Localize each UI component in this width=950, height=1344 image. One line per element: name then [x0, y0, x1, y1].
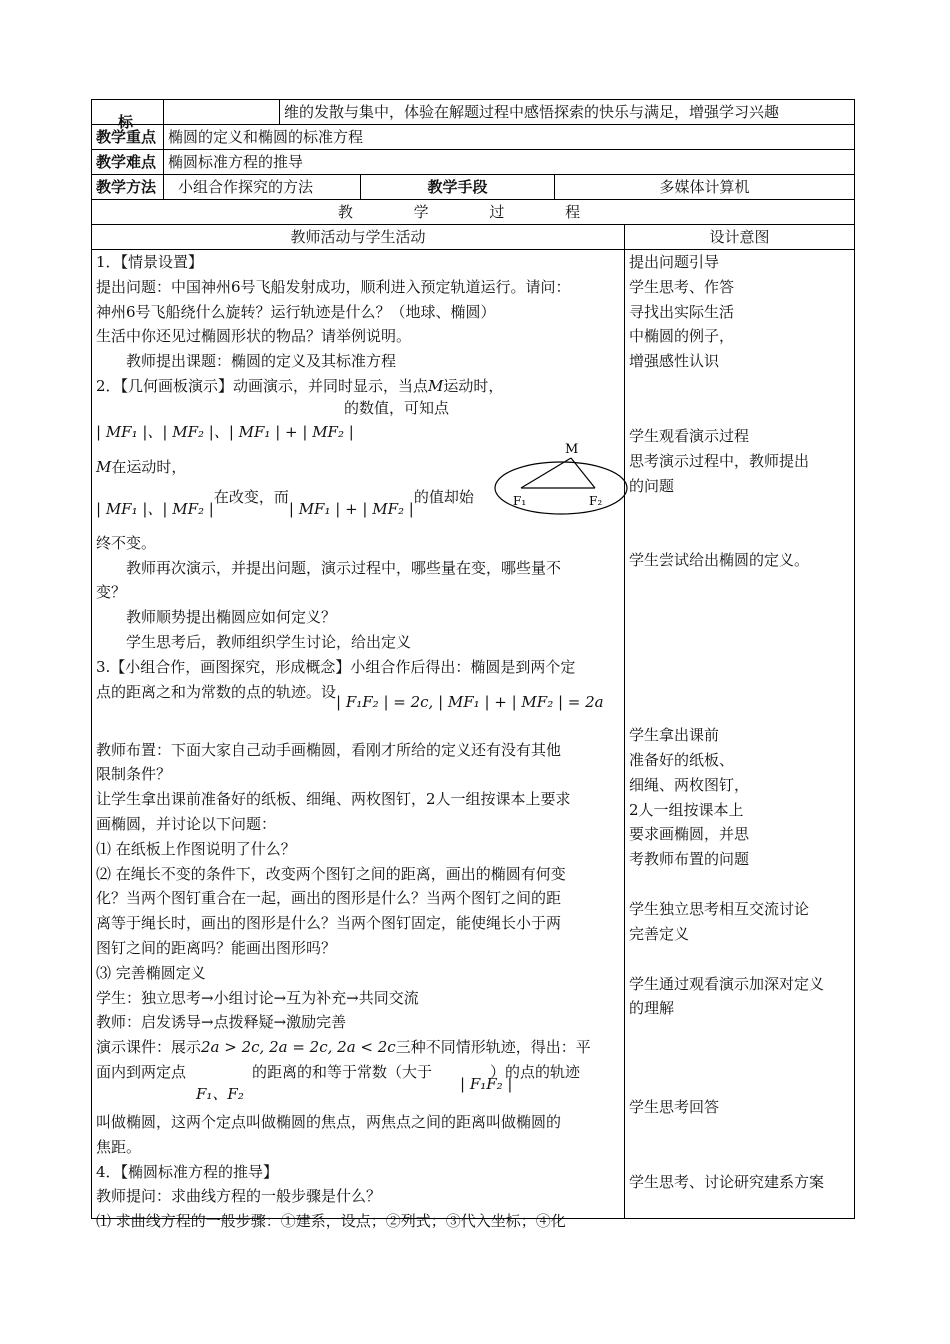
intent-line: 完善定义 — [629, 924, 690, 943]
right-column-header: 设计意图 — [625, 225, 855, 250]
method-value: 小组合作探究的方法 — [164, 175, 361, 200]
text-line: ⑴ 求曲线方程的一般步骤：①建系，设点；②列式；③代入坐标；④化 — [96, 1212, 566, 1231]
intent-line: 学生思考、讨论研究建系方案 — [629, 1172, 825, 1191]
key-point-label: 教学重点 — [92, 125, 164, 150]
method-label: 教学方法 — [92, 175, 164, 200]
text-line: 点的距离之和为常数的点的轨迹。设| F₁F₂ | = 2c, | MF₁ | + | MF₂ | = 2a — [96, 682, 604, 711]
intent-line: 增强感性认识 — [629, 352, 720, 371]
text-line: 离等于绳长时，画出的图形是什么？当两个图钉固定，能使绳长小于两 — [96, 914, 562, 933]
label-m: M — [565, 442, 579, 457]
intent-line: 思考演示过程中，教师提出 — [629, 451, 810, 470]
text-line: 画椭圆，并讨论以下问题： — [96, 814, 277, 833]
text-line: 变？ — [96, 583, 127, 602]
question-item: ⑵ 在绳长不变的条件下，改变两个图钉之间的距离，画出的椭圆有何变 — [96, 864, 566, 883]
label-f1: F₁ — [513, 494, 527, 508]
math-focal-distance: | F₁F₂ | — [460, 1074, 513, 1093]
teacher-student-activity-cell — [92, 250, 625, 1231]
question-item: ⑶ 完善椭圆定义 — [96, 963, 206, 982]
intent-line: 的理解 — [629, 999, 675, 1018]
math-point-m: M — [96, 457, 112, 476]
text-line: 限制条件？ — [96, 765, 172, 784]
intent-line: 的问题 — [629, 476, 675, 495]
ellipse-figure — [491, 442, 631, 522]
intent-line: 考教师布置的问题 — [629, 850, 750, 869]
key-point-value: 椭圆的定义和椭圆的标准方程 — [164, 125, 855, 150]
lesson-plan-table — [91, 99, 855, 1231]
lesson-plan-page — [91, 99, 854, 1231]
text-line: 生活中你还见过椭圆形状的物品？请举例说明。 — [96, 327, 412, 346]
text-line: 提出问题：中国神州6号飞船发射成功，顺利进入预定轨道运行。请问： — [96, 277, 571, 296]
text-line: 化？当两个图钉重合在一起，画出的图形是什么？当两个图钉之间的距 — [96, 889, 562, 908]
text-line: 教师提出课题：椭圆的定义及其标准方程 — [126, 352, 397, 371]
math-distances: | MF₁ |、| MF₂ |、| MF₁ | + | MF₂ | — [96, 422, 354, 441]
method-row — [92, 175, 855, 200]
math-definition: | F₁F₂ | = 2c, | MF₁ | + | MF₂ | = 2a — [336, 692, 604, 711]
ellipse-diagram — [491, 442, 631, 522]
text-line: 学生：独立思考→小组讨论→互为补充→共同交流 — [96, 988, 419, 1007]
text-line: 的数值，可知点 — [344, 398, 450, 417]
intent-line: 学生拿出课前 — [629, 726, 720, 745]
text-line: 让学生拿出课前准备好的纸板、细绳、两枚图钉，2人一组按课本上要求 — [96, 790, 571, 809]
design-intent-cell — [625, 250, 855, 1219]
text-line: 神州6号飞船绕什么旋转？运行轨迹是什么？（地球、椭圆） — [96, 302, 496, 321]
intent-line: 中椭圆的例子， — [629, 327, 735, 346]
section-2-heading: 2．【几何画板演示】动画演示，并同时显示，当点M运动时， — [96, 376, 504, 395]
section-1-heading: 1．【情景设置】 — [96, 253, 204, 271]
column-header-row — [92, 225, 855, 250]
text-line: 焦距。 — [96, 1137, 142, 1156]
intent-line: 学生通过观看演示加深对定义 — [629, 974, 825, 993]
intent-line: 学生思考、作答 — [629, 277, 735, 296]
intent-line: 2人一组按课本上 — [629, 800, 744, 819]
text-line: 演示课件：展示2a > 2c, 2a = 2c, 2a < 2c三种不同情形轨迹，得出：平 — [96, 1038, 591, 1057]
text-line: 教师再次演示，并提出问题，演示过程中，哪些量在变，哪些量不 — [126, 558, 562, 577]
text-line: | MF₁ |、| MF₂ |在改变，而| MF₁ | + | MF₂ |的值却始 — [96, 487, 474, 518]
question-item: ⑴ 在纸板上作图说明了什么？ — [96, 839, 296, 858]
math-foci: F₁、F₂ — [196, 1084, 244, 1103]
math-distance-sum: | MF₁ | + | MF₂ | — [288, 499, 414, 518]
key-point-row — [92, 125, 855, 150]
intent-line: 要求画椭圆，并思 — [629, 825, 750, 844]
text-line: 叫做椭圆，这两个定点叫做椭圆的焦点，两焦点之间的距离叫做椭圆的 — [96, 1112, 562, 1131]
text-line: 教师顺势提出椭圆应如何定义？ — [126, 608, 337, 627]
difficulty-value: 椭圆标准方程的推导 — [164, 150, 855, 175]
text-line: 面内到两定点 的距离的和等于常数（大于 ）的点的轨迹 F₁、F₂ | F₁F₂ | — [96, 1060, 620, 1110]
text-line: 图钉之间的距离吗？能画出图形吗？ — [96, 938, 337, 957]
math-cases: 2a > 2c, 2a = 2c, 2a < 2c — [201, 1038, 396, 1057]
text-line: 学生思考后，教师组织学生讨论，给出定义 — [126, 632, 412, 651]
text-line: 教师提问：求曲线方程的一般步骤是什么？ — [96, 1187, 382, 1206]
math-point-m: M — [428, 376, 444, 395]
difficulty-label: 教学难点 — [92, 150, 164, 175]
text-line: 教师布置：下面大家自己动手画椭圆，看刚才所给的定义还有没有其他 — [96, 740, 562, 759]
segment-m-f2 — [571, 458, 595, 488]
text-line: 终不变。 — [96, 533, 157, 552]
content-row — [92, 250, 855, 1219]
objective-label-cell — [92, 100, 164, 131]
objective-text: 维的发散与集中，体验在解题过程中感悟探索的快乐与满足，增强学习兴趣 — [280, 100, 855, 125]
intent-line: 学生思考回答 — [629, 1098, 720, 1117]
objective-row — [92, 100, 855, 125]
intent-line: 准备好的纸板、 — [629, 750, 735, 769]
process-title: 教 学 过 程 — [337, 203, 609, 221]
intent-line: 寻找出实际生活 — [629, 302, 735, 321]
objective-spacer-cell — [164, 100, 280, 125]
means-value: 多媒体计算机 — [555, 175, 855, 200]
intent-line: 提出问题引导 — [629, 253, 720, 271]
math-distances-changing: | MF₁ |、| MF₂ | — [96, 499, 214, 518]
intent-line: 细绳、两枚图钉， — [629, 775, 750, 794]
intent-line: 学生尝试给出椭圆的定义。 — [629, 551, 810, 570]
text-line: 教师：启发诱导→点拨释疑→激励完善 — [96, 1013, 347, 1032]
process-title-row — [92, 200, 855, 225]
difficulty-row — [92, 150, 855, 175]
label-f2: F₂ — [589, 494, 603, 508]
text-line: M在运动时， — [96, 457, 187, 476]
means-label: 教学手段 — [361, 175, 555, 200]
section-4-heading: 4．【椭圆标准方程的推导】 — [96, 1162, 279, 1181]
intent-line: 学生观看演示过程 — [629, 426, 750, 445]
section-3-heading: 3.【小组合作，画图探究，形成概念】小组合作后得出：椭圆是到两个定 — [96, 657, 576, 676]
objective-label-fragment: 标 — [118, 113, 134, 131]
left-column-header: 教师活动与学生活动 — [92, 225, 625, 250]
intent-line: 学生独立思考相互交流讨论 — [629, 899, 810, 918]
